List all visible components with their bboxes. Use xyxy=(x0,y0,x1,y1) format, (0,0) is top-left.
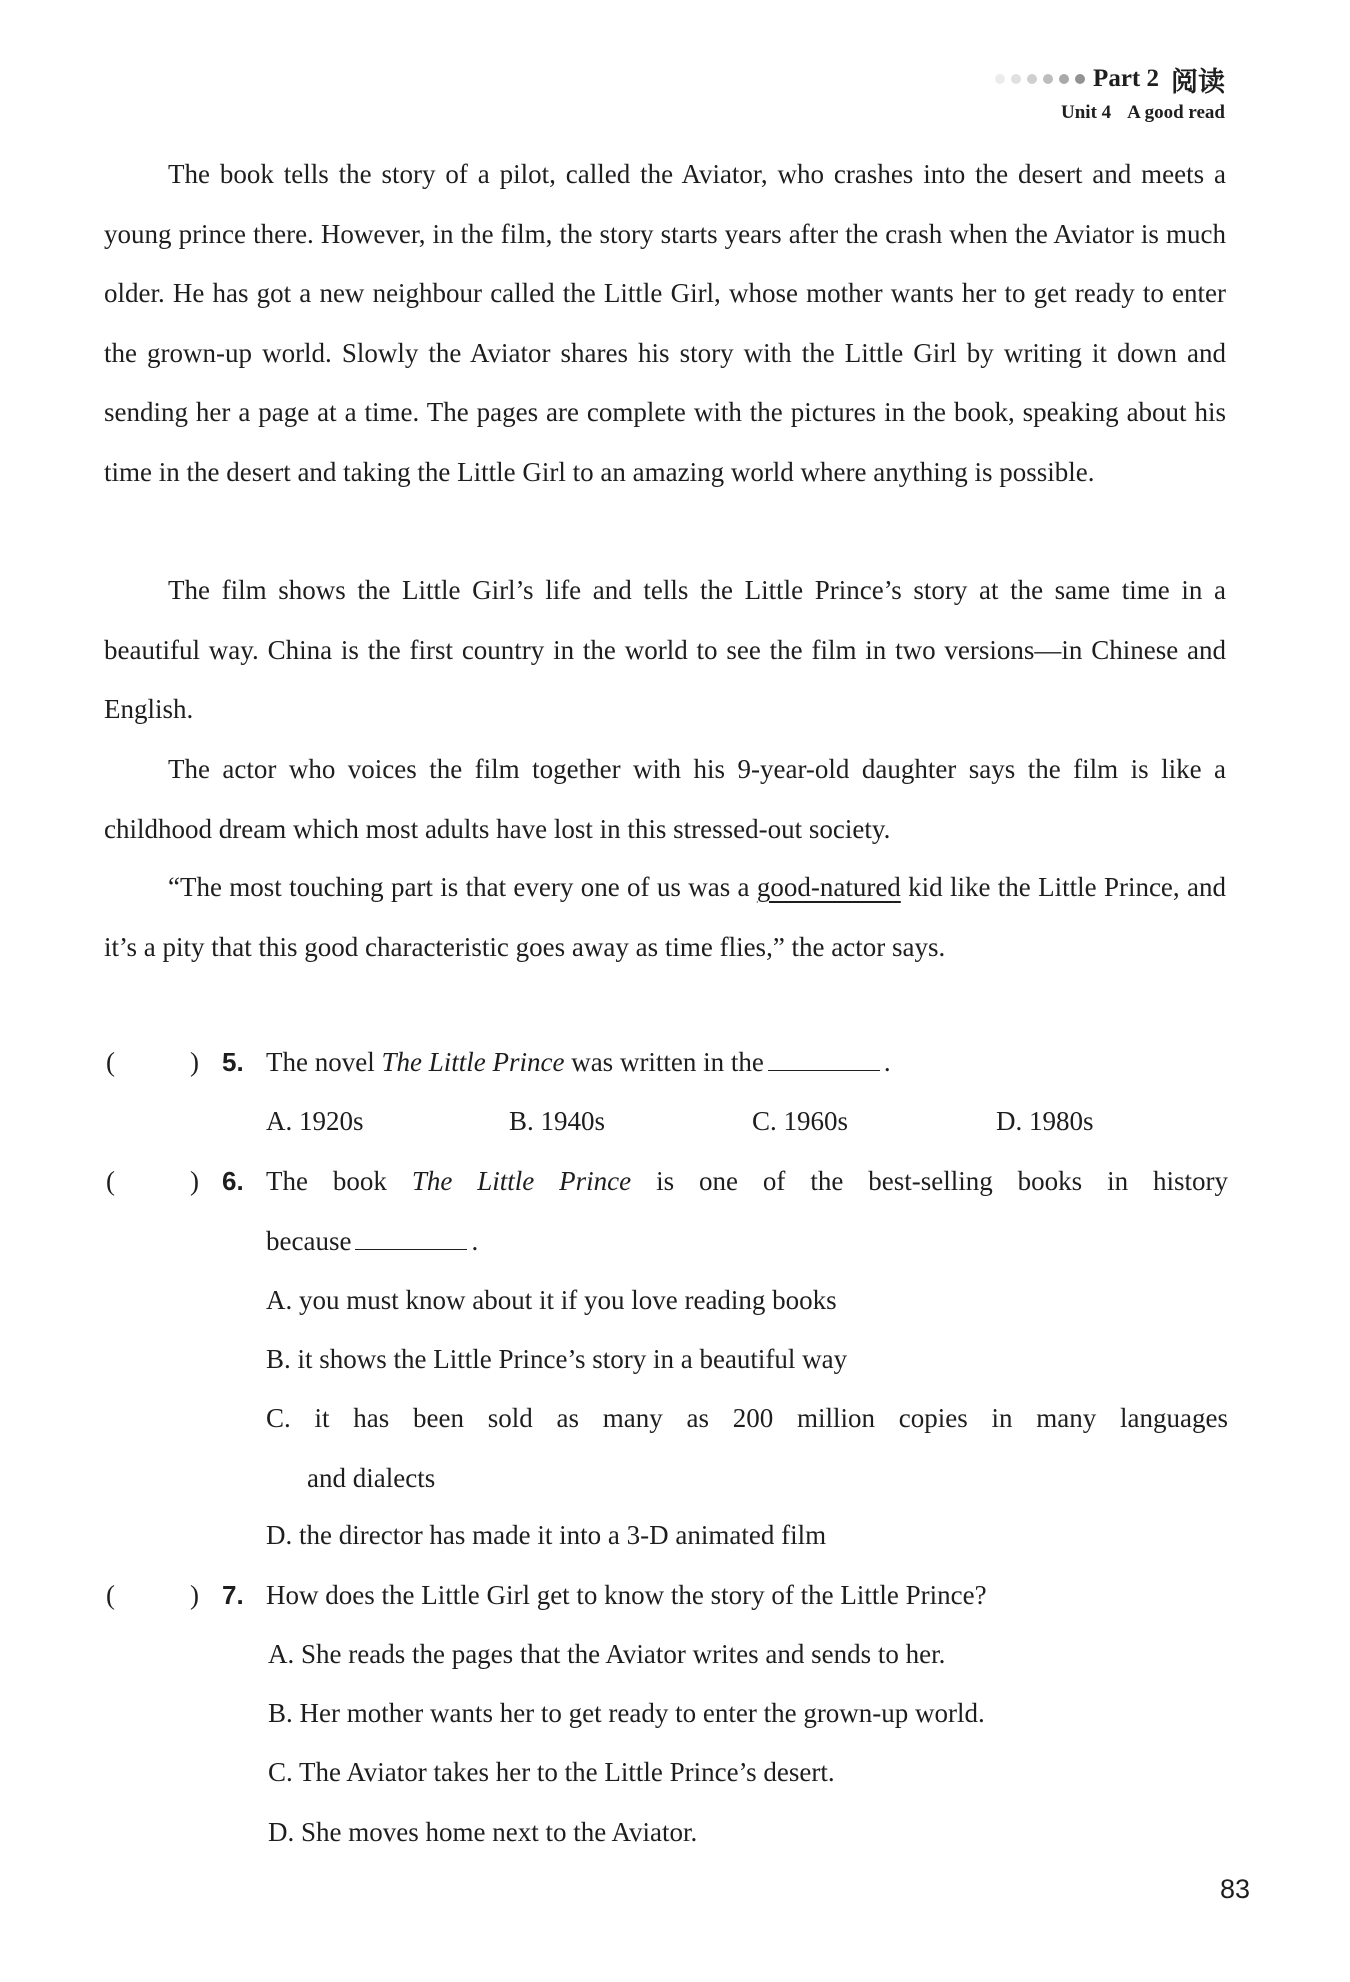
answer-paren-close: ) xyxy=(190,1047,199,1077)
part-chinese-label: 阅读 xyxy=(1171,66,1225,98)
option-d: D. the director has made it into a 3-D animated film xyxy=(266,1520,827,1550)
dot-icon xyxy=(1027,74,1037,84)
stem-end: . xyxy=(471,1226,479,1256)
answer-paren-close: ) xyxy=(190,1580,199,1610)
option-a: A. She reads the pages that the Aviator writes and sends to her. xyxy=(268,1639,946,1669)
stem-text: The book xyxy=(266,1166,412,1196)
decorative-dots xyxy=(995,74,1085,84)
option-b: B. it shows the Little Prince’s story in a beautiful way xyxy=(266,1344,848,1374)
paragraph-1: The book tells the story of a pilot, called the Aviator, who crashes into the desert and meets a young prince there. However, in the film, the story starts years after the crash when the Aviator is much older. He has got a new neighbour called the Little Girl, whose mother wants her to get ready to enter the grown-up world. Slowly the Aviator shares his story with the Little Girl by writing it down and sending her a page at a time. The pages are complete with the pictures in the book, speaking about his time in the desert and taking the Little Girl to an amazing world where anything is possible. xyxy=(104,159,1226,487)
paragraph-2: The film shows the Little Girl’s life and tells the Little Prince’s story at the same time in a beautiful way. China is the first country in the world to see the film in two versions—in Chinese and English. xyxy=(104,575,1226,724)
stem-text: was written in the xyxy=(564,1047,764,1077)
stem-text: because xyxy=(266,1226,352,1256)
dot-icon xyxy=(1043,74,1053,84)
option-b: B. Her mother wants her to get ready to enter the grown-up world. xyxy=(268,1698,985,1728)
option-b: B. 1940s xyxy=(509,1106,606,1136)
stem-text: is one of the best-selling books in history xyxy=(631,1166,1228,1196)
answer-paren-open: ( xyxy=(106,1580,115,1610)
option-a: A. 1920s xyxy=(266,1106,364,1136)
paragraph-4 xyxy=(104,858,1226,977)
question-6-stem-line2 xyxy=(266,1226,478,1257)
part-label: Part 2 xyxy=(1093,65,1159,92)
option-c: C. 1960s xyxy=(752,1106,849,1136)
dot-icon xyxy=(1011,74,1021,84)
page-header xyxy=(995,62,1225,124)
question-6 xyxy=(104,1166,1228,1206)
question-stem: How does the Little Girl get to know the story of the Little Prince? xyxy=(266,1580,987,1610)
dot-icon xyxy=(1075,74,1085,84)
stem-text: The novel xyxy=(266,1047,382,1077)
page-number: 83 xyxy=(1219,1874,1250,1904)
question-stem xyxy=(266,1166,1228,1197)
book-title: The Little Prince xyxy=(411,1166,632,1196)
answer-blank xyxy=(768,1048,880,1071)
answer-paren-open: ( xyxy=(106,1047,115,1077)
option-a: A. you must know about it if you love reading books xyxy=(266,1285,837,1315)
stem-end: . xyxy=(883,1047,891,1077)
answer-paren-close: ) xyxy=(190,1166,199,1196)
unit-label: Unit 4 xyxy=(1061,102,1112,123)
unit-line xyxy=(995,102,1225,124)
book-title: The Little Prince xyxy=(381,1047,565,1077)
paragraph-3: The actor who voices the film together with his 9-year-old daughter says the film is like a childhood dream which most adults have lost in this stressed-out society. xyxy=(104,754,1226,844)
paragraph-4-start: “The most touching part is that every one of us was a xyxy=(168,872,757,902)
header-top xyxy=(995,62,1225,96)
question-number: 6. xyxy=(222,1166,244,1196)
paragraph-4-end: kid like the Little Prince, and it’s a pity that this good characteristic goes away as time flies,” the actor says. xyxy=(104,872,1226,962)
option-c: C. it has been sold as many as 200 million copies in many languages xyxy=(266,1403,1228,1433)
dot-icon xyxy=(995,74,1005,84)
question-number: 5. xyxy=(222,1047,244,1077)
answer-blank xyxy=(355,1227,467,1250)
question-5 xyxy=(104,1047,1228,1087)
question-number: 7. xyxy=(222,1580,244,1610)
question-stem xyxy=(266,1047,1228,1078)
unit-title: A good read xyxy=(1127,102,1225,123)
underlined-word: good-natured xyxy=(756,872,901,902)
option-c-continued: and dialects xyxy=(307,1463,436,1493)
dot-icon xyxy=(1059,74,1069,84)
question-7 xyxy=(104,1580,1228,1620)
option-d: D. 1980s xyxy=(996,1106,1094,1136)
answer-paren-open: ( xyxy=(106,1166,115,1196)
option-c: C. The Aviator takes her to the Little Prince’s desert. xyxy=(268,1757,835,1787)
option-d: D. She moves home next to the Aviator. xyxy=(268,1817,698,1847)
